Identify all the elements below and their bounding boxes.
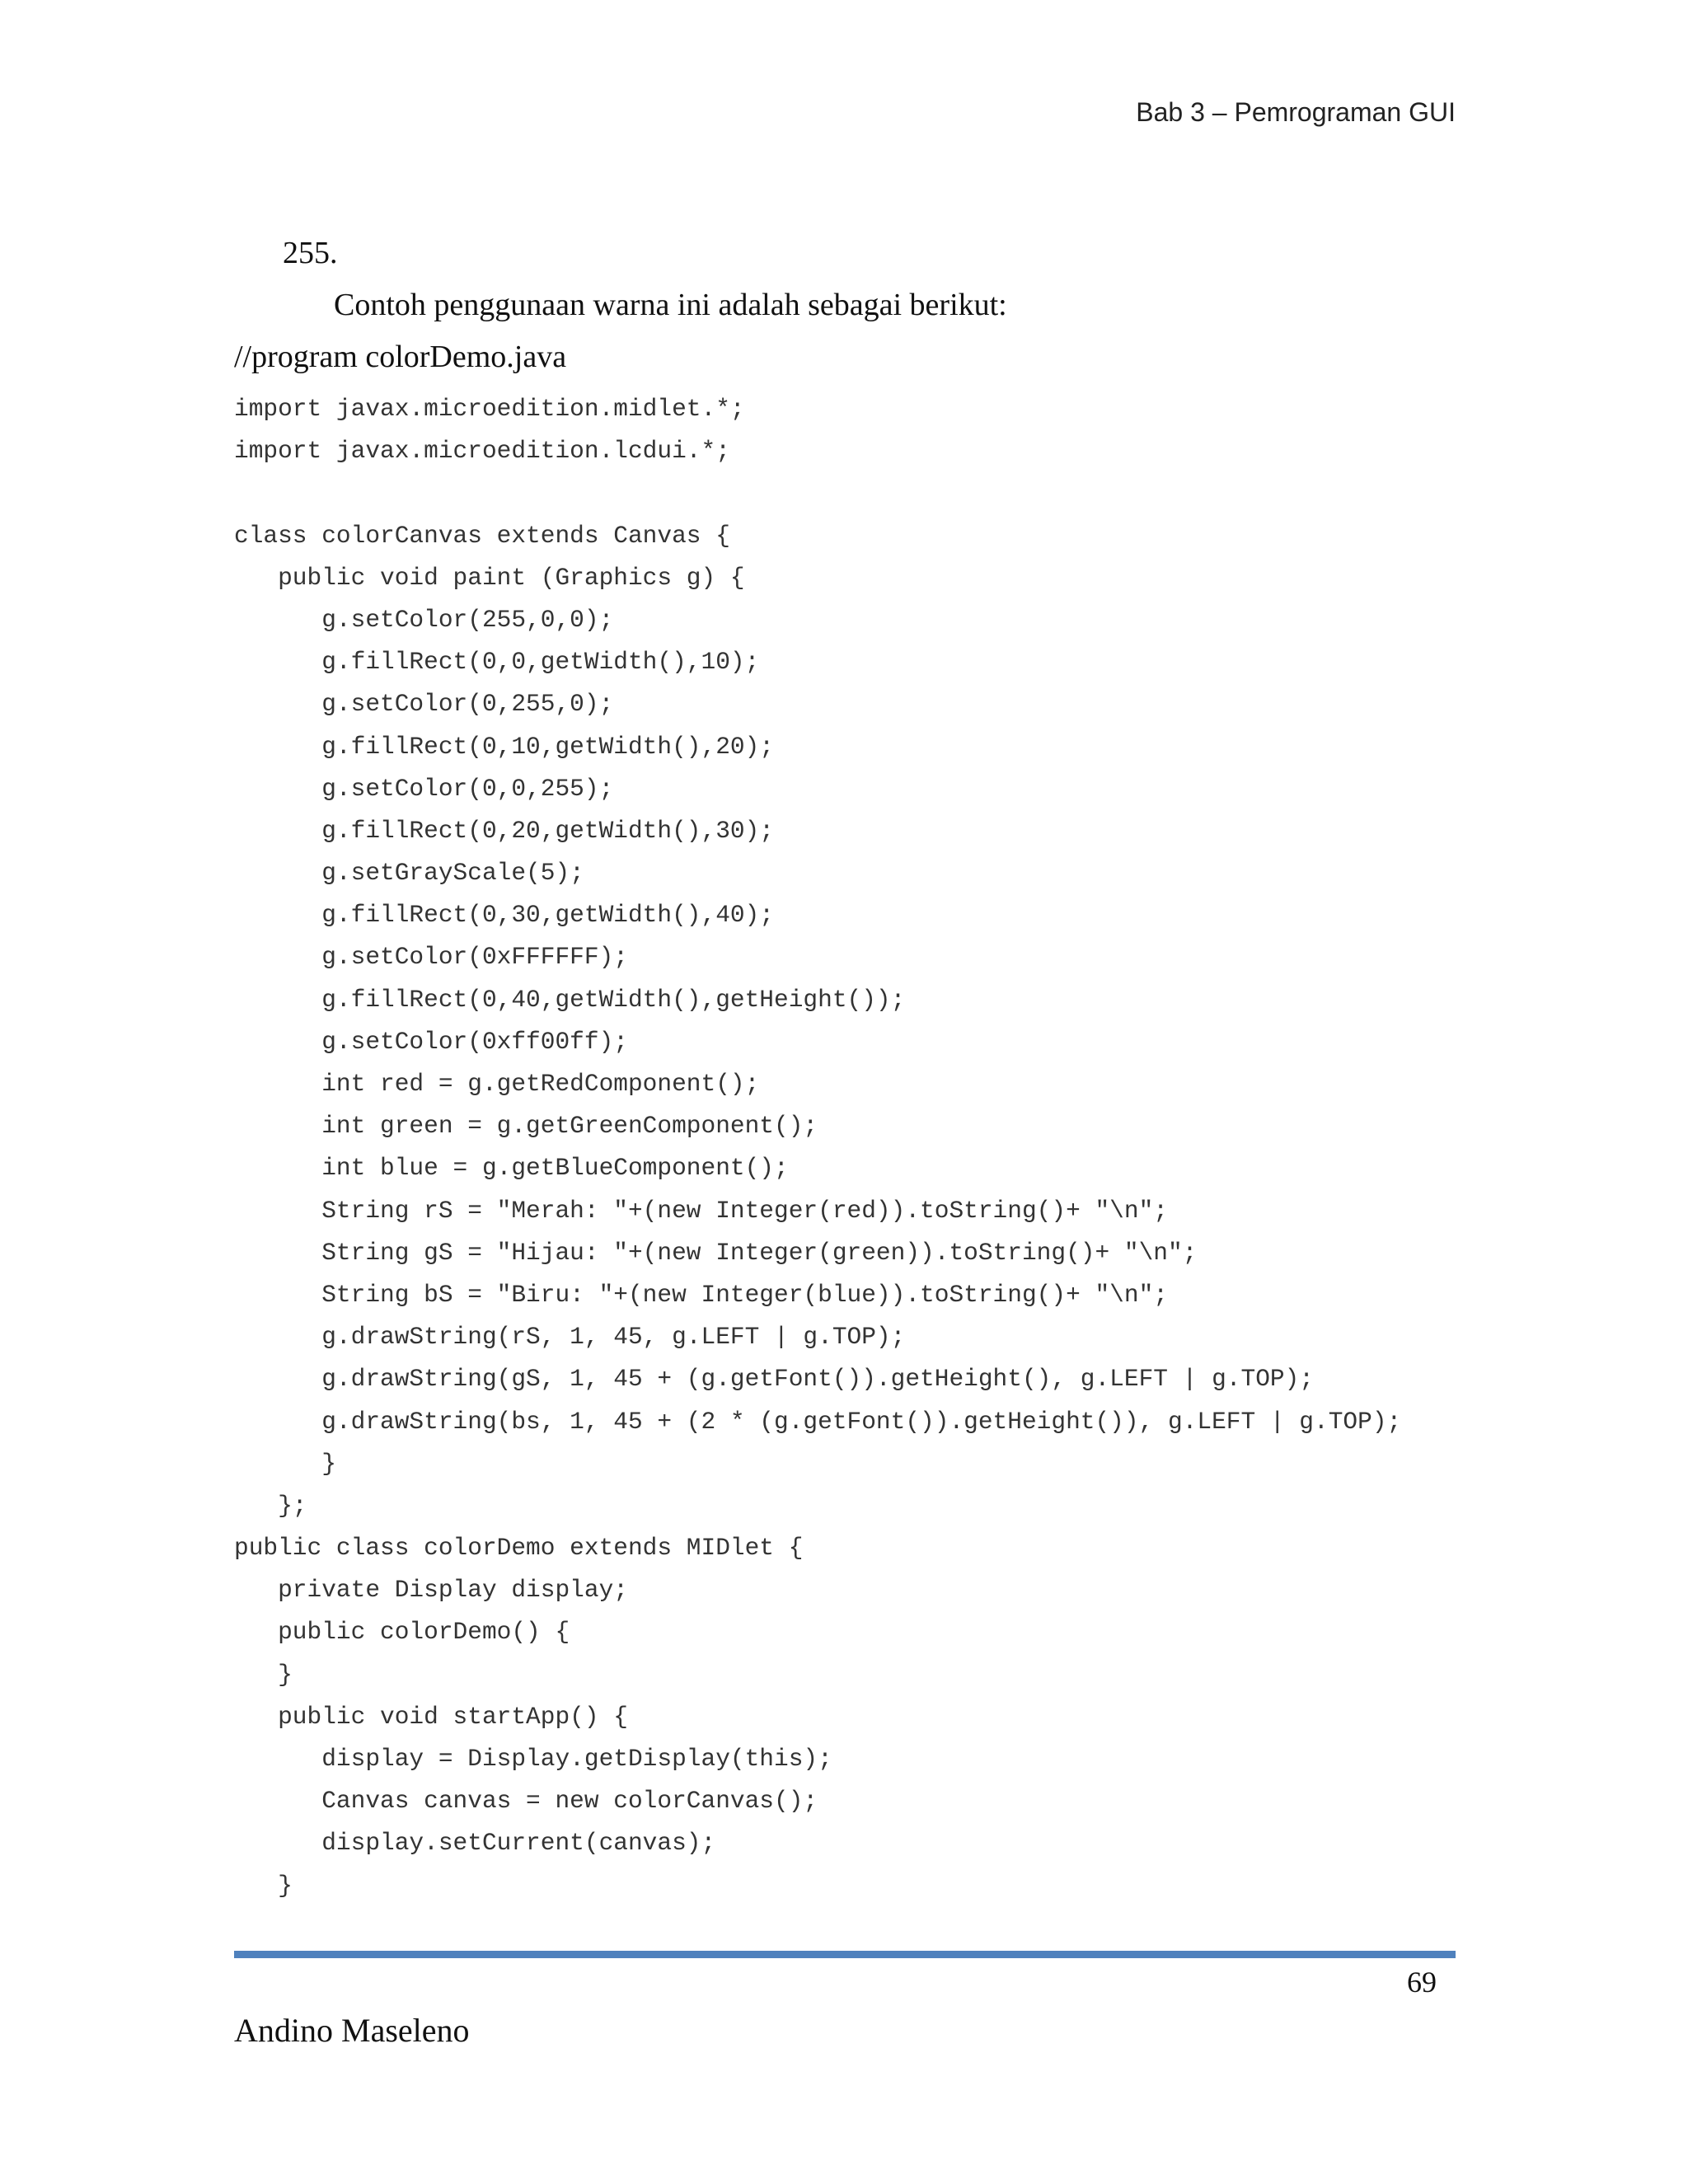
code-line: String rS = "Merah: "+(new Integer(red)).toString()+ "\n"; [234, 1196, 1168, 1225]
footer-rule [234, 1951, 1456, 1958]
program-comment: //program colorDemo.java [234, 340, 567, 374]
code-line: display.setCurrent(canvas); [234, 1829, 716, 1858]
code-line: int green = g.getGreenComponent(); [234, 1112, 818, 1141]
code-line: } [234, 1871, 293, 1900]
code-line: int blue = g.getBlueComponent(); [234, 1154, 789, 1183]
code-line: int red = g.getRedComponent(); [234, 1070, 760, 1098]
code-line: display = Display.getDisplay(this); [234, 1745, 832, 1773]
code-line: }; [234, 1491, 307, 1520]
code-line: g.drawString(gS, 1, 45 + (g.getFont()).getHeight(), g.LEFT | g.TOP); [234, 1365, 1315, 1394]
code-line: g.setColor(0xff00ff); [234, 1027, 628, 1056]
code-line: g.setColor(0xFFFFFF); [234, 943, 628, 972]
code-line: public class colorDemo extends MIDlet { [234, 1534, 804, 1563]
code-line: g.fillRect(0,10,getWidth(),20); [234, 732, 775, 761]
intro-paragraph: Contoh penggunaan warna ini adalah sebagai berikut: [334, 288, 1007, 322]
code-line: public void paint (Graphics g) { [234, 563, 745, 592]
code-line: String bS = "Biru: "+(new Integer(blue)).toString()+ "\n"; [234, 1280, 1168, 1309]
code-line: String gS = "Hijau: "+(new Integer(green)).toString()+ "\n"; [234, 1238, 1198, 1267]
code-line: public void startApp() { [234, 1702, 628, 1731]
code-line: g.setGrayScale(5); [234, 859, 584, 888]
code-line: import javax.microedition.midlet.*; [234, 395, 745, 423]
code-line: g.fillRect(0,30,getWidth(),40); [234, 901, 775, 930]
chapter-header: Bab 3 – Pemrograman GUI [1136, 97, 1456, 127]
number-fragment: 255. [283, 236, 338, 270]
code-line: g.setColor(0,255,0); [234, 690, 614, 719]
code-line [234, 472, 1401, 514]
page-number: 69 [1407, 1966, 1437, 1999]
code-line: g.drawString(rS, 1, 45, g.LEFT | g.TOP); [234, 1323, 906, 1352]
code-line: class colorCanvas extends Canvas { [234, 521, 730, 550]
code-line: } [234, 1449, 336, 1478]
author-name: Andino Maseleno [234, 2012, 470, 2049]
code-listing [234, 388, 1401, 1907]
code-line: } [234, 1660, 293, 1689]
code-line: g.fillRect(0,0,getWidth(),10); [234, 648, 760, 677]
code-line: g.setColor(0,0,255); [234, 774, 614, 803]
code-line: g.setColor(255,0,0); [234, 605, 614, 634]
code-line: g.fillRect(0,20,getWidth(),30); [234, 816, 775, 845]
code-line: g.drawString(bs, 1, 45 + (2 * (g.getFont()).getHeight()), g.LEFT | g.TOP); [234, 1407, 1402, 1436]
code-line: private Display display; [234, 1576, 628, 1605]
code-line: public colorDemo() { [234, 1618, 570, 1647]
code-line: g.fillRect(0,40,getWidth(),getHeight()); [234, 985, 906, 1014]
code-line: Canvas canvas = new colorCanvas(); [234, 1787, 818, 1816]
code-line: import javax.microedition.lcdui.*; [234, 437, 730, 466]
